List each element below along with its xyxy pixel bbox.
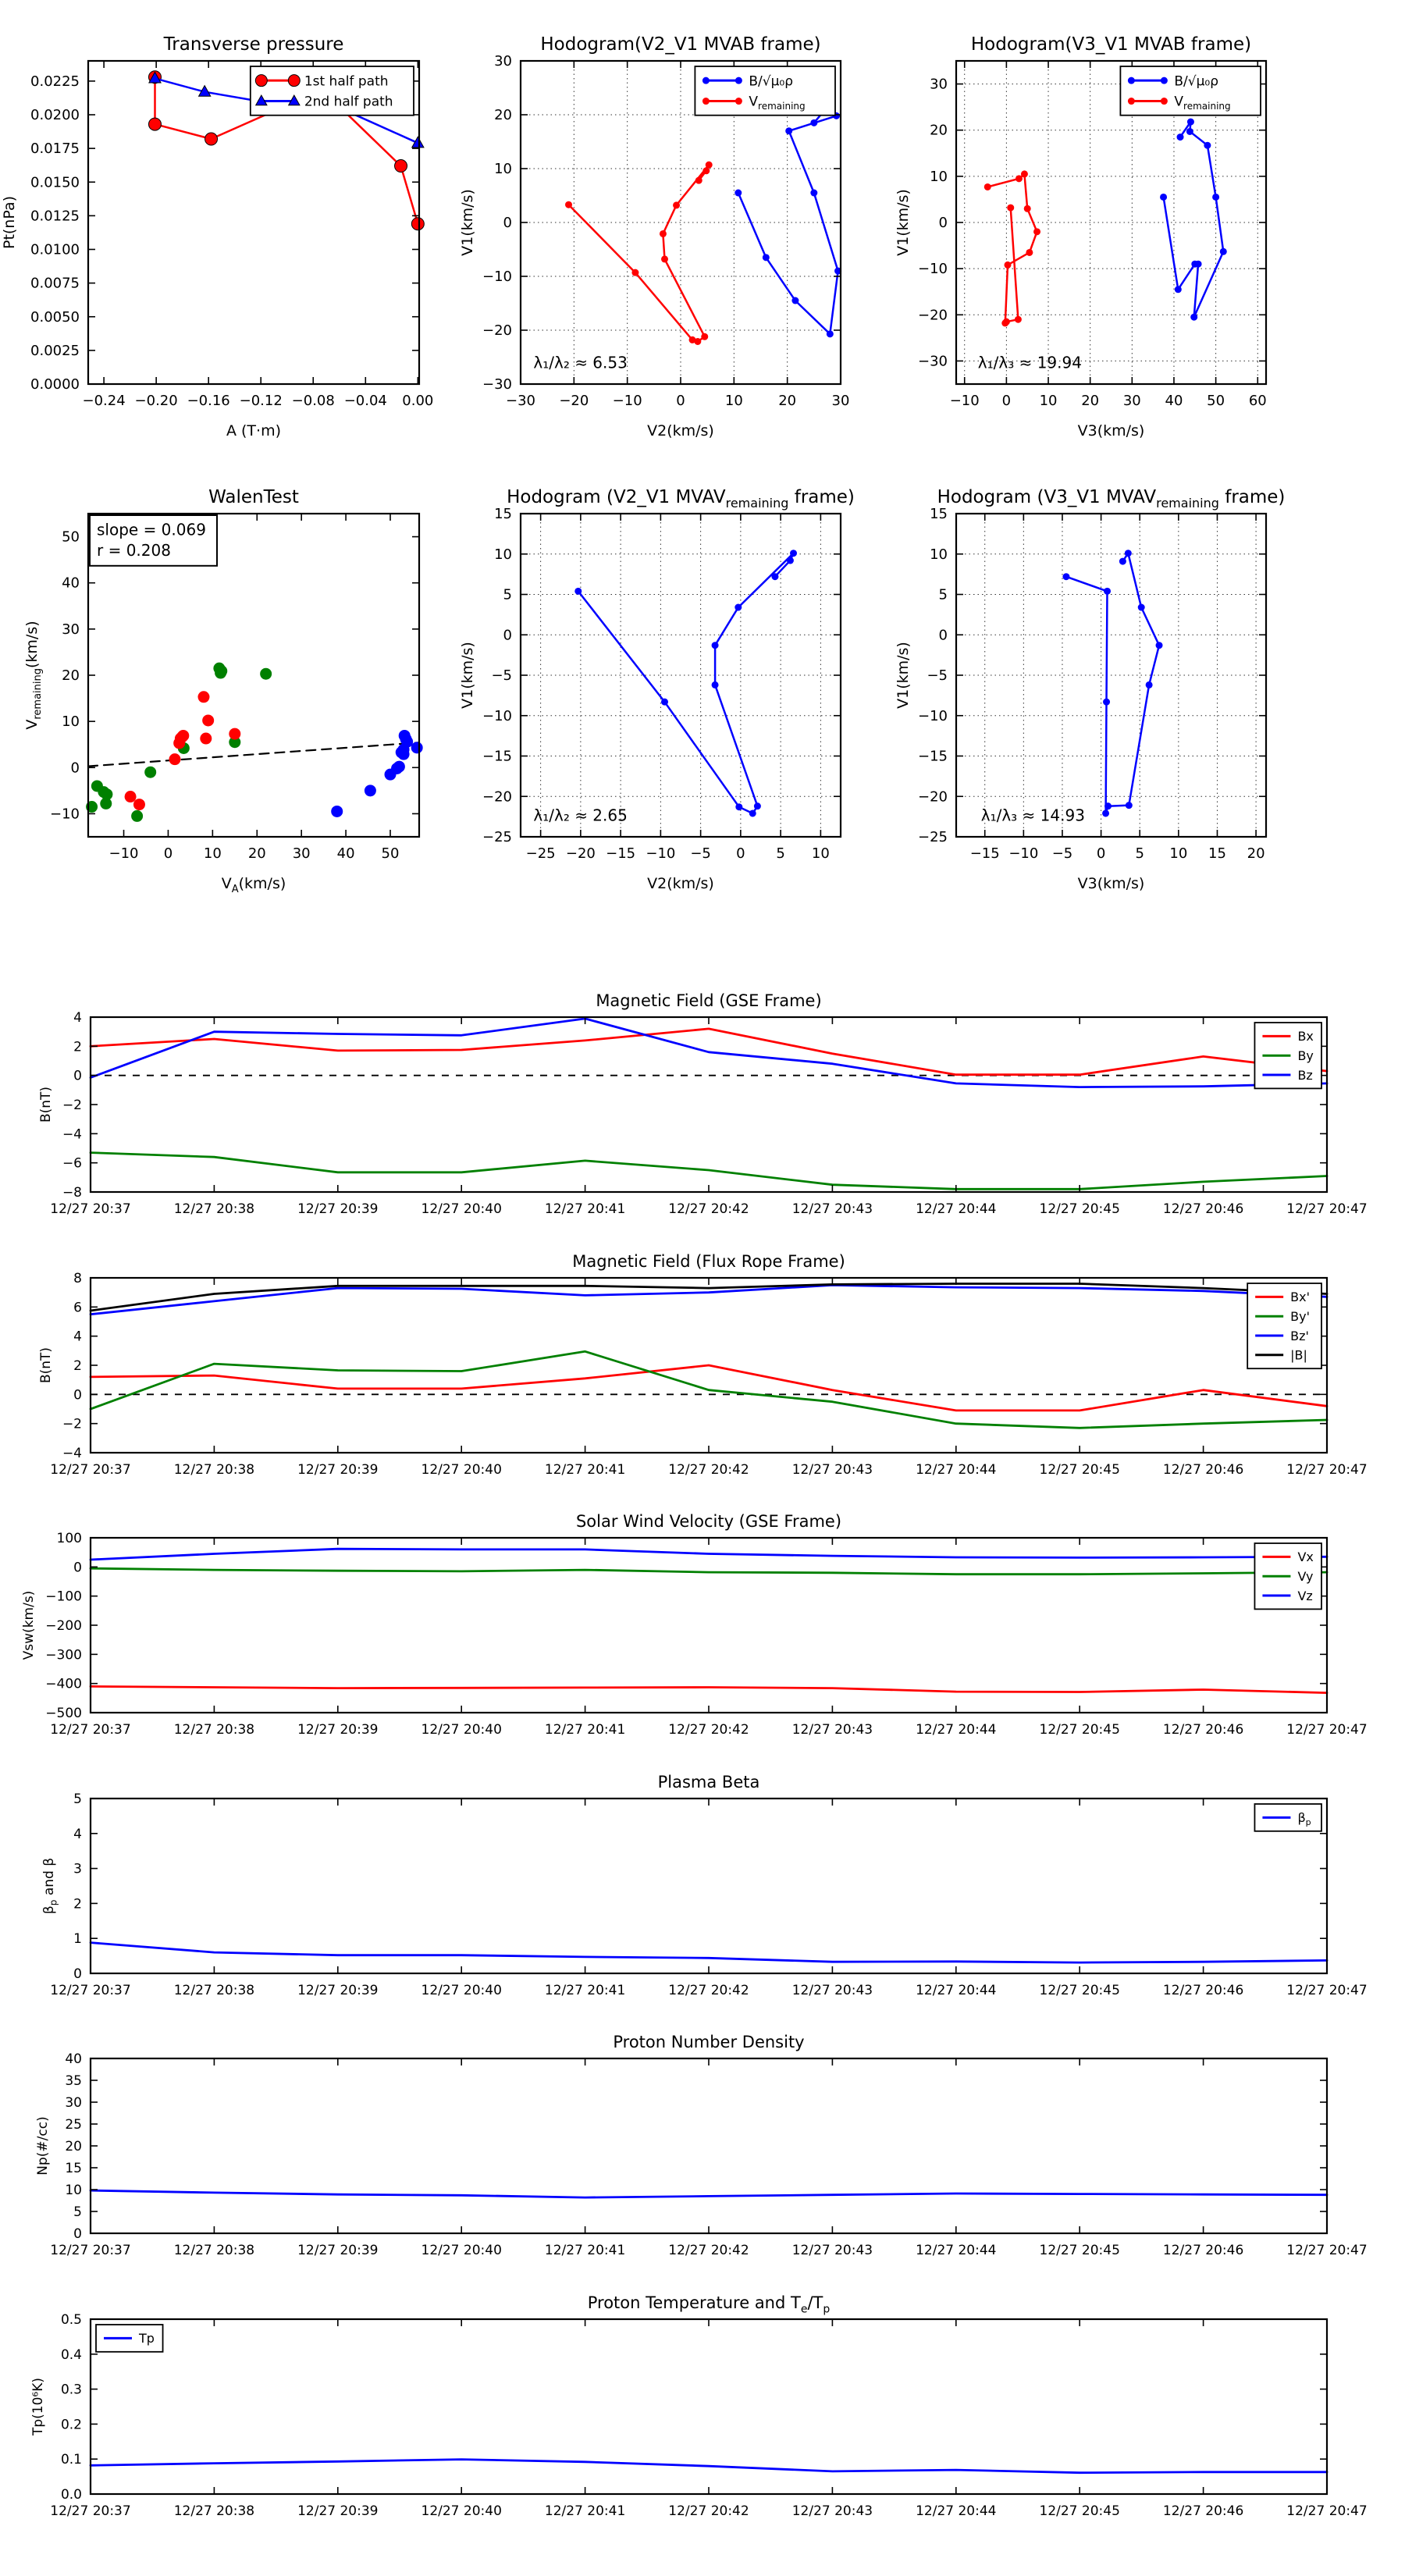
- svg-text:V2(km/s): V2(km/s): [647, 422, 714, 439]
- svg-text:−10: −10: [918, 261, 948, 278]
- svg-text:0: 0: [73, 1068, 82, 1084]
- svg-text:−2: −2: [62, 1416, 82, 1432]
- svg-text:B(nT): B(nT): [38, 1347, 54, 1384]
- svg-text:−10: −10: [482, 707, 512, 724]
- svg-text:12/27 20:37: 12/27 20:37: [50, 1722, 131, 1738]
- svg-text:12/27 20:47: 12/27 20:47: [1286, 1983, 1368, 1998]
- svg-text:−15: −15: [482, 748, 512, 765]
- svg-text:30: 30: [1122, 393, 1141, 409]
- svg-text:−10: −10: [949, 393, 980, 409]
- svg-text:12/27 20:45: 12/27 20:45: [1039, 1201, 1120, 1217]
- svg-text:−0.12: −0.12: [239, 393, 283, 409]
- svg-text:−25: −25: [918, 829, 948, 845]
- svg-text:12/27 20:45: 12/27 20:45: [1039, 1983, 1120, 1998]
- svg-text:−20: −20: [565, 845, 596, 862]
- svg-text:−15: −15: [969, 845, 1000, 862]
- hodogram-v2v1-mvab-canvas: [439, 23, 858, 456]
- svg-text:−10: −10: [918, 707, 948, 724]
- svg-text:0.0225: 0.0225: [30, 73, 80, 90]
- svg-text:−10: −10: [612, 393, 642, 409]
- svg-text:12/27 20:41: 12/27 20:41: [544, 2243, 626, 2258]
- svg-text:Bz: Bz: [1297, 1067, 1313, 1083]
- svg-text:0: 0: [73, 2226, 82, 2242]
- svg-text:−300: −300: [45, 1647, 82, 1663]
- svg-text:12/27 20:47: 12/27 20:47: [1286, 1462, 1368, 1478]
- svg-text:12/27 20:42: 12/27 20:42: [668, 2243, 749, 2258]
- svg-text:12/27 20:38: 12/27 20:38: [173, 1983, 255, 1998]
- svg-text:Vremaining: $V_{remaining}$: [1174, 94, 1231, 112]
- svg-text:−20: −20: [918, 307, 948, 324]
- svg-text:5: 5: [776, 845, 785, 862]
- svg-text:Bz': Bz': [1290, 1328, 1309, 1343]
- svg-text:0: 0: [1001, 393, 1012, 409]
- svg-text:12/27 20:44: 12/27 20:44: [916, 1983, 997, 1998]
- svg-text:0: 0: [503, 215, 512, 231]
- svg-text:12/27 20:38: 12/27 20:38: [173, 1462, 255, 1478]
- svg-text:Hodogram (V2_V1 MVAVremaining: Hodogram (V2_V1 $MVAV_{remaining}$ frame): [507, 487, 855, 511]
- svg-text:12/27 20:47: 12/27 20:47: [1286, 2243, 1368, 2258]
- svg-text:0.3: 0.3: [60, 2382, 82, 2398]
- svg-text:−25: −25: [482, 829, 512, 845]
- svg-text:12/27 20:43: 12/27 20:43: [791, 1722, 873, 1738]
- svg-text:−25: −25: [525, 845, 556, 862]
- svg-text:−15: −15: [918, 748, 948, 765]
- svg-text:12/27 20:40: 12/27 20:40: [421, 1983, 502, 1998]
- svg-text:−10: −10: [1008, 845, 1039, 862]
- svg-text:12/27 20:37: 12/27 20:37: [50, 1201, 131, 1217]
- svg-text:30: 30: [65, 2095, 82, 2111]
- svg-text:20: 20: [930, 122, 948, 139]
- svg-text:Magnetic Field (GSE Frame): Magnetic Field (GSE Frame): [596, 991, 822, 1010]
- svg-text:50: 50: [1207, 393, 1225, 409]
- svg-text:3: 3: [73, 1861, 82, 1877]
- svg-text:20: 20: [247, 845, 266, 862]
- svg-text:40: 40: [336, 845, 355, 862]
- svg-text:10: 10: [494, 161, 512, 177]
- svg-text:12/27 20:39: 12/27 20:39: [297, 1201, 379, 1217]
- svg-text:λ₁/λ₂ ≈ 2.65: λ₁/λ₂ ≈ 2.65: [533, 806, 628, 825]
- svg-text:−5: −5: [491, 667, 512, 684]
- chart-vsw-gse: [9, 1500, 1368, 1755]
- svg-text:30: 30: [831, 393, 850, 409]
- chart-mag-flux-rope: [9, 1240, 1368, 1495]
- svg-text:12/27 20:46: 12/27 20:46: [1162, 2243, 1244, 2258]
- svg-text:B/√μ₀ρ: B/√μ₀ρ: [749, 73, 794, 90]
- svg-text:12/27 20:45: 12/27 20:45: [1039, 2503, 1120, 2519]
- svg-text:12/27 20:45: 12/27 20:45: [1039, 1722, 1120, 1738]
- svg-text:12/27 20:41: 12/27 20:41: [544, 1462, 626, 1478]
- walen-test-canvas: [6, 476, 436, 909]
- svg-text:5: 5: [938, 586, 948, 603]
- svg-text:10: 10: [1169, 845, 1188, 862]
- svg-text:10: 10: [65, 2183, 82, 2198]
- svg-text:2: 2: [73, 1358, 82, 1374]
- svg-text:12/27 20:41: 12/27 20:41: [544, 1201, 626, 1217]
- svg-text:12/27 20:46: 12/27 20:46: [1162, 1201, 1244, 1217]
- chart-proton-temp: [9, 2282, 1368, 2536]
- proton-density-canvas: [9, 2021, 1368, 2275]
- svg-text:12/27 20:38: 12/27 20:38: [173, 2503, 255, 2519]
- svg-text:12/27 20:47: 12/27 20:47: [1286, 1722, 1368, 1738]
- svg-text:8: 8: [73, 1271, 82, 1286]
- svg-text:35: 35: [65, 2073, 82, 2089]
- svg-text:V2(km/s): V2(km/s): [647, 875, 714, 892]
- svg-text:−4: −4: [62, 1446, 82, 1461]
- svg-text:0.0000: 0.0000: [30, 376, 80, 393]
- svg-text:12/27 20:40: 12/27 20:40: [421, 1462, 502, 1478]
- svg-text:Vx: Vx: [1297, 1550, 1314, 1565]
- svg-text:10: 10: [1039, 393, 1058, 409]
- svg-text:40: 40: [62, 575, 80, 592]
- svg-text:λ₁/λ₃ ≈ 14.93: λ₁/λ₃ ≈ 14.93: [980, 806, 1085, 825]
- svg-text:12/27 20:39: 12/27 20:39: [297, 1462, 379, 1478]
- svg-text:0: 0: [938, 215, 948, 231]
- svg-text:10: 10: [203, 845, 222, 862]
- svg-text:25: 25: [65, 2117, 82, 2133]
- svg-text:−0.20: −0.20: [134, 393, 178, 409]
- svg-text:Vz: Vz: [1297, 1588, 1313, 1603]
- svg-text:12/27 20:46: 12/27 20:46: [1162, 2503, 1244, 2519]
- svg-text:12/27 20:46: 12/27 20:46: [1162, 1462, 1244, 1478]
- svg-text:12/27 20:43: 12/27 20:43: [791, 2243, 873, 2258]
- svg-text:15: 15: [494, 506, 512, 522]
- svg-text:15: 15: [1208, 845, 1226, 862]
- svg-text:4: 4: [73, 1329, 82, 1345]
- svg-text:20: 20: [1247, 845, 1265, 862]
- svg-text:−0.24: −0.24: [82, 393, 126, 409]
- svg-text:−15: −15: [606, 845, 636, 862]
- hodogram-v2v1-mvav-canvas: [439, 476, 858, 909]
- svg-text:10: 10: [62, 713, 80, 731]
- svg-text:15: 15: [930, 506, 948, 522]
- svg-text:−8: −8: [62, 1185, 82, 1201]
- svg-text:−30: −30: [918, 353, 948, 370]
- svg-text:λ₁/λ₂ ≈ 6.53: λ₁/λ₂ ≈ 6.53: [533, 353, 628, 372]
- svg-text:0.0175: 0.0175: [30, 141, 80, 158]
- svg-text:50: 50: [62, 528, 80, 546]
- plasma-beta-canvas: [9, 1761, 1368, 2016]
- hodogram-v3v1-mvav-canvas: [874, 476, 1286, 909]
- svg-text:−20: −20: [559, 393, 589, 409]
- chart-transverse-pressure: [1, 23, 436, 456]
- svg-text:By': By': [1290, 1308, 1311, 1324]
- svg-text:Vremaining: $V_{remaining}$: [749, 94, 806, 112]
- svg-text:15: 15: [65, 2161, 82, 2176]
- svg-text:|B|: |B|: [1290, 1347, 1307, 1363]
- svg-text:40: 40: [1165, 393, 1183, 409]
- svg-text:0: 0: [73, 1560, 82, 1576]
- svg-text:0.1: 0.1: [60, 2452, 82, 2468]
- svg-text:10: 10: [930, 168, 948, 185]
- svg-text:12/27 20:44: 12/27 20:44: [916, 2503, 997, 2519]
- svg-text:12/27 20:44: 12/27 20:44: [916, 1722, 997, 1738]
- svg-text:0: 0: [503, 627, 512, 644]
- vsw-gse-canvas: [9, 1500, 1368, 1755]
- svg-text:12/27 20:39: 12/27 20:39: [297, 2243, 379, 2258]
- svg-text:Vsw(km/s): Vsw(km/s): [21, 1590, 37, 1660]
- svg-text:10: 10: [724, 393, 743, 409]
- svg-text:12/27 20:38: 12/27 20:38: [173, 1201, 255, 1217]
- svg-text:−20: −20: [482, 788, 512, 806]
- svg-text:100: 100: [56, 1531, 82, 1546]
- svg-text:−400: −400: [45, 1676, 82, 1692]
- chart-mag-gse: [9, 980, 1368, 1234]
- svg-text:Pt(nPa): Pt(nPa): [1, 195, 18, 250]
- svg-text:βp: $\beta_p$: [1297, 1810, 1311, 1828]
- svg-text:12/27 20:38: 12/27 20:38: [173, 2243, 255, 2258]
- svg-text:5: 5: [1135, 845, 1144, 862]
- svg-text:12/27 20:46: 12/27 20:46: [1162, 1722, 1244, 1738]
- svg-text:50: 50: [381, 845, 400, 862]
- svg-text:2: 2: [73, 1896, 82, 1912]
- svg-text:20: 20: [62, 667, 80, 684]
- chart-hodogram-v3v1-mvab: [874, 23, 1283, 456]
- svg-text:−0.16: −0.16: [187, 393, 230, 409]
- svg-text:2nd half path: 2nd half path: [304, 94, 393, 110]
- svg-text:12/27 20:37: 12/27 20:37: [50, 2243, 131, 2258]
- svg-text:Transverse pressure: Transverse pressure: [163, 34, 344, 55]
- svg-text:12/27 20:42: 12/27 20:42: [668, 1722, 749, 1738]
- svg-text:0: 0: [73, 1966, 82, 1982]
- svg-text:12/27 20:45: 12/27 20:45: [1039, 2243, 1120, 2258]
- svg-text:0.4: 0.4: [60, 2347, 82, 2363]
- svg-text:Magnetic Field (Flux Rope Fram: Magnetic Field (Flux Rope Frame): [572, 1252, 845, 1271]
- svg-text:V1(km/s): V1(km/s): [459, 189, 476, 256]
- svg-text:0.0: 0.0: [60, 2487, 82, 2503]
- svg-text:B/√μ₀ρ: B/√μ₀ρ: [1174, 73, 1219, 90]
- hodogram-v3v1-mvab-canvas: [874, 23, 1283, 456]
- mag-flux-rope-canvas: [9, 1240, 1368, 1495]
- svg-text:0: 0: [70, 760, 80, 777]
- svg-text:4: 4: [73, 1010, 82, 1026]
- svg-text:12/27 20:42: 12/27 20:42: [668, 1462, 749, 1478]
- chart-hodogram-v3v1-mvav: [874, 476, 1286, 909]
- svg-text:12/27 20:38: 12/27 20:38: [173, 1722, 255, 1738]
- svg-text:12/27 20:43: 12/27 20:43: [791, 1462, 873, 1478]
- svg-text:Np(#/cc): Np(#/cc): [35, 2116, 51, 2176]
- svg-text:βp and β: $\beta_p$ and β: [41, 1857, 59, 1915]
- svg-text:Proton Number Density: Proton Number Density: [613, 2033, 805, 2051]
- svg-text:1st half path: 1st half path: [304, 73, 389, 90]
- svg-text:30: 30: [62, 621, 80, 638]
- svg-text:Plasma Beta: Plasma Beta: [657, 1773, 760, 1791]
- svg-text:12/27 20:37: 12/27 20:37: [50, 1462, 131, 1478]
- svg-text:1: 1: [73, 1931, 82, 1948]
- svg-text:0.5: 0.5: [60, 2312, 82, 2328]
- svg-text:12/27 20:41: 12/27 20:41: [544, 1983, 626, 1998]
- svg-text:Hodogram(V2_V1 MVAB frame): Hodogram(V2_V1 MVAB frame): [540, 34, 821, 55]
- svg-text:Bx': Bx': [1290, 1290, 1311, 1305]
- svg-text:V3(km/s): V3(km/s): [1077, 875, 1145, 892]
- svg-text:λ₁/λ₃ ≈ 19.94: λ₁/λ₃ ≈ 19.94: [977, 353, 1082, 372]
- svg-text:−6: −6: [62, 1155, 82, 1172]
- svg-text:20: 20: [65, 2139, 82, 2154]
- svg-text:12/27 20:41: 12/27 20:41: [544, 1722, 626, 1738]
- svg-text:12/27 20:44: 12/27 20:44: [916, 2243, 997, 2258]
- svg-text:10: 10: [930, 546, 948, 563]
- svg-text:−10: −10: [50, 806, 80, 823]
- svg-text:−20: −20: [482, 322, 512, 339]
- svg-text:Solar Wind Velocity (GSE Frame: Solar Wind Velocity (GSE Frame): [575, 1512, 842, 1531]
- svg-text:V1(km/s): V1(km/s): [895, 189, 912, 256]
- svg-text:V1(km/s): V1(km/s): [895, 642, 912, 709]
- svg-text:−2: −2: [62, 1098, 82, 1113]
- svg-text:12/27 20:43: 12/27 20:43: [791, 1201, 873, 1217]
- chart-proton-density: [9, 2021, 1368, 2275]
- svg-text:20: 20: [494, 107, 512, 123]
- svg-text:0.00: 0.00: [402, 393, 434, 409]
- svg-text:−20: −20: [918, 788, 948, 806]
- svg-text:0: 0: [938, 627, 948, 644]
- svg-text:12/27 20:39: 12/27 20:39: [297, 2503, 379, 2519]
- svg-text:12/27 20:43: 12/27 20:43: [791, 1983, 873, 1998]
- svg-text:−5: −5: [1051, 845, 1073, 862]
- svg-text:30: 30: [292, 845, 311, 862]
- svg-text:12/27 20:37: 12/27 20:37: [50, 2503, 131, 2519]
- svg-text:10: 10: [811, 845, 830, 862]
- svg-text:−10: −10: [482, 269, 512, 285]
- svg-text:Vremaining(km/s): $V_{remaining}(km/s)$: [23, 621, 44, 730]
- svg-text:V3(km/s): V3(km/s): [1077, 422, 1145, 439]
- svg-text:5: 5: [73, 2204, 82, 2220]
- svg-text:5: 5: [73, 1791, 82, 1807]
- svg-text:0: 0: [676, 393, 685, 409]
- svg-text:−200: −200: [45, 1618, 82, 1634]
- chart-walen-test: [6, 476, 436, 909]
- svg-text:12/27 20:46: 12/27 20:46: [1162, 1983, 1244, 1998]
- svg-text:0: 0: [163, 845, 173, 862]
- svg-text:4: 4: [73, 1826, 82, 1842]
- svg-text:6: 6: [73, 1300, 82, 1316]
- svg-text:30: 30: [930, 76, 948, 93]
- svg-text:12/27 20:37: 12/27 20:37: [50, 1983, 131, 1998]
- svg-text:0.0200: 0.0200: [30, 107, 80, 123]
- transverse-pressure-canvas: [1, 23, 436, 456]
- svg-text:Tp(10⁶K): Tp(10⁶K): [30, 2377, 46, 2436]
- svg-text:20: 20: [778, 393, 797, 409]
- svg-text:0.0050: 0.0050: [30, 308, 80, 326]
- svg-text:12/27 20:39: 12/27 20:39: [297, 1722, 379, 1738]
- svg-text:B(nT): B(nT): [38, 1086, 54, 1123]
- svg-text:By: By: [1297, 1048, 1314, 1063]
- svg-text:2: 2: [73, 1039, 82, 1055]
- svg-text:12/27 20:41: 12/27 20:41: [544, 2503, 626, 2519]
- chart-hodogram-v2v1-mvab: [439, 23, 858, 456]
- svg-text:40: 40: [65, 2051, 82, 2067]
- svg-text:−0.08: −0.08: [291, 393, 335, 409]
- svg-text:slope = 0.069: slope = 0.069: [97, 520, 206, 539]
- svg-text:12/27 20:39: 12/27 20:39: [297, 1983, 379, 1998]
- svg-text:−4: −4: [62, 1126, 82, 1143]
- svg-text:30: 30: [494, 53, 512, 69]
- svg-text:0: 0: [1096, 845, 1106, 862]
- svg-text:Tp: Tp: [139, 2331, 155, 2347]
- svg-text:12/27 20:40: 12/27 20:40: [421, 2503, 502, 2519]
- svg-text:−5: −5: [690, 845, 711, 862]
- svg-text:5: 5: [503, 586, 512, 603]
- svg-text:12/27 20:40: 12/27 20:40: [421, 1722, 502, 1738]
- svg-text:60: 60: [1248, 393, 1267, 409]
- svg-text:WalenTest: WalenTest: [208, 487, 299, 507]
- svg-text:0.0025: 0.0025: [30, 342, 80, 359]
- svg-text:12/27 20:40: 12/27 20:40: [421, 2243, 502, 2258]
- svg-text:V1(km/s): V1(km/s): [459, 642, 476, 709]
- svg-text:0: 0: [736, 845, 745, 862]
- svg-text:12/27 20:45: 12/27 20:45: [1039, 1462, 1120, 1478]
- svg-text:12/27 20:40: 12/27 20:40: [421, 1201, 502, 1217]
- svg-text:12/27 20:42: 12/27 20:42: [668, 2503, 749, 2519]
- svg-text:12/27 20:47: 12/27 20:47: [1286, 2503, 1368, 2519]
- svg-text:0.0075: 0.0075: [30, 275, 80, 292]
- svg-text:12/27 20:47: 12/27 20:47: [1286, 1201, 1368, 1217]
- mag-gse-canvas: [9, 980, 1368, 1234]
- svg-text:Proton Temperature and Te/Tp: Proton Temperature and $T_e/T_p$: [587, 2293, 831, 2316]
- svg-text:Bx: Bx: [1297, 1029, 1314, 1044]
- svg-text:−10: −10: [646, 845, 676, 862]
- proton-temp-canvas: [9, 2282, 1368, 2536]
- svg-text:−100: −100: [45, 1589, 82, 1605]
- svg-text:10: 10: [494, 546, 512, 563]
- svg-text:r = 0.208: r = 0.208: [97, 540, 171, 560]
- svg-text:0.0100: 0.0100: [30, 241, 80, 258]
- svg-text:0.0125: 0.0125: [30, 208, 80, 225]
- svg-text:Hodogram (V3_V1 MVAVremaining: Hodogram (V3_V1 $MVAV_{remaining}$ frame): [937, 487, 1286, 511]
- chart-plasma-beta: [9, 1761, 1368, 2016]
- svg-text:−0.04: −0.04: [343, 393, 387, 409]
- svg-text:12/27 20:44: 12/27 20:44: [916, 1201, 997, 1217]
- svg-text:−30: −30: [482, 376, 512, 393]
- svg-text:12/27 20:43: 12/27 20:43: [791, 2503, 873, 2519]
- svg-text:0: 0: [73, 1387, 82, 1404]
- svg-text:0.2: 0.2: [60, 2417, 82, 2433]
- svg-text:12/27 20:44: 12/27 20:44: [916, 1462, 997, 1478]
- svg-text:12/27 20:42: 12/27 20:42: [668, 1201, 749, 1217]
- svg-text:VA(km/s): $V_A(km/s)$: [221, 875, 286, 895]
- svg-text:Vy: Vy: [1297, 1568, 1314, 1584]
- svg-text:−30: −30: [506, 393, 535, 409]
- svg-text:−10: −10: [108, 845, 139, 862]
- svg-text:20: 20: [1081, 393, 1100, 409]
- svg-text:12/27 20:42: 12/27 20:42: [668, 1983, 749, 1998]
- svg-text:−5: −5: [927, 667, 948, 684]
- svg-text:−500: −500: [45, 1706, 82, 1721]
- svg-text:Hodogram(V3_V1 MVAB frame): Hodogram(V3_V1 MVAB frame): [970, 34, 1252, 55]
- svg-text:0.0150: 0.0150: [30, 174, 80, 191]
- chart-hodogram-v2v1-mvav: [439, 476, 858, 909]
- svg-text:A (T·m): A (T·m): [226, 422, 282, 439]
